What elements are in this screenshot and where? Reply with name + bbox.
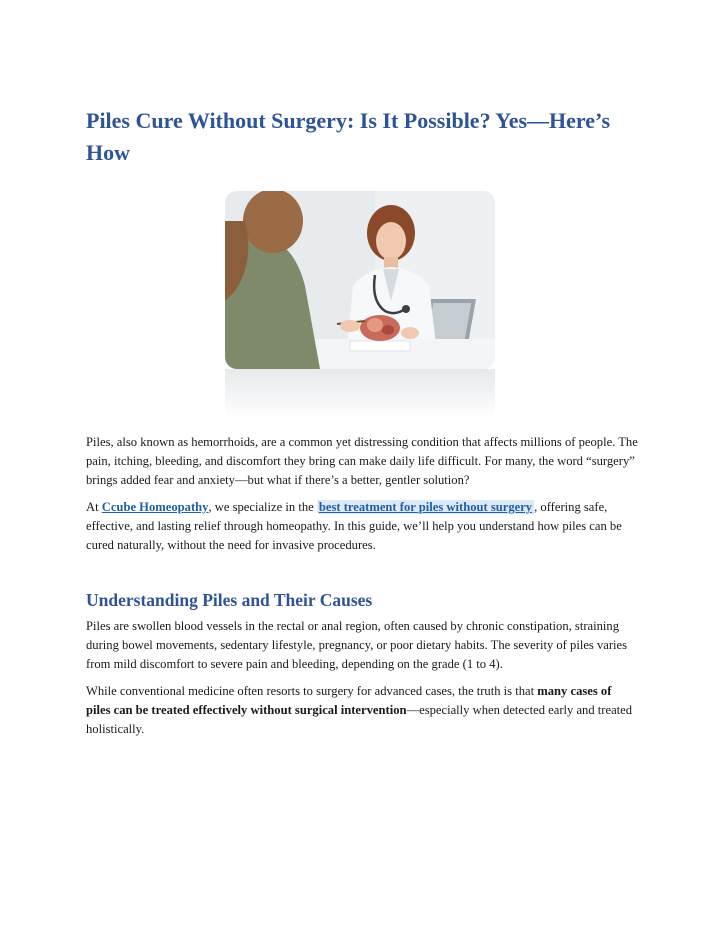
doctor-consultation-image xyxy=(225,191,495,369)
article xyxy=(86,105,638,747)
section-para2-suffix: —especially when detected early and treated holistically. xyxy=(86,703,633,736)
section-heading: Understanding Piles and Their Causes xyxy=(86,590,373,610)
intro-paragraph: Piles, also known as hemorrhoids, are a common yet distressing condition that affects millions of people. The pain, itching, bleeding, and discomfort they bring can make daily life difficult. For many, the word “surgery” brings added fear and anxiety—but what if there’s a better, gentler solution? xyxy=(86,435,638,487)
para2-middle: , we specialize in the xyxy=(208,500,317,514)
article-figure xyxy=(225,191,495,419)
section-paragraph-1: Piles are swollen blood vessels in the rectal or anal region, often caused by chronic constipation, straining during bowel movements, sedentary lifestyle, pregnancy, or poor dietary habits. The severity of piles varies from mild discomfort to severe pain and bleeding, depending on the grade (1 to 4). xyxy=(86,619,628,671)
section-para2-bold: many cases of piles can be treated effectively without surgical intervention xyxy=(86,684,612,717)
intro-paragraph-2 xyxy=(86,498,638,555)
ccube-homeopathy-link[interactable]: Ccube Homeopathy xyxy=(101,500,209,514)
page-title: Piles Cure Without Surgery: Is It Possible? Yes—Here’s How xyxy=(86,108,611,165)
section-para2-prefix: While conventional medicine often resorts to surgery for advanced cases, the truth is that xyxy=(86,684,538,698)
image-reflection xyxy=(225,369,495,419)
section-paragraph-2 xyxy=(86,682,638,739)
para2-suffix: , offering safe, effective, and lasting relief through homeopathy. In this guide, we’ll help you understand how piles can be cured naturally, without the need for invasive procedures. xyxy=(86,500,622,552)
best-treatment-link[interactable]: best treatment for piles without surgery xyxy=(318,500,533,514)
para2-prefix: At xyxy=(86,500,102,514)
